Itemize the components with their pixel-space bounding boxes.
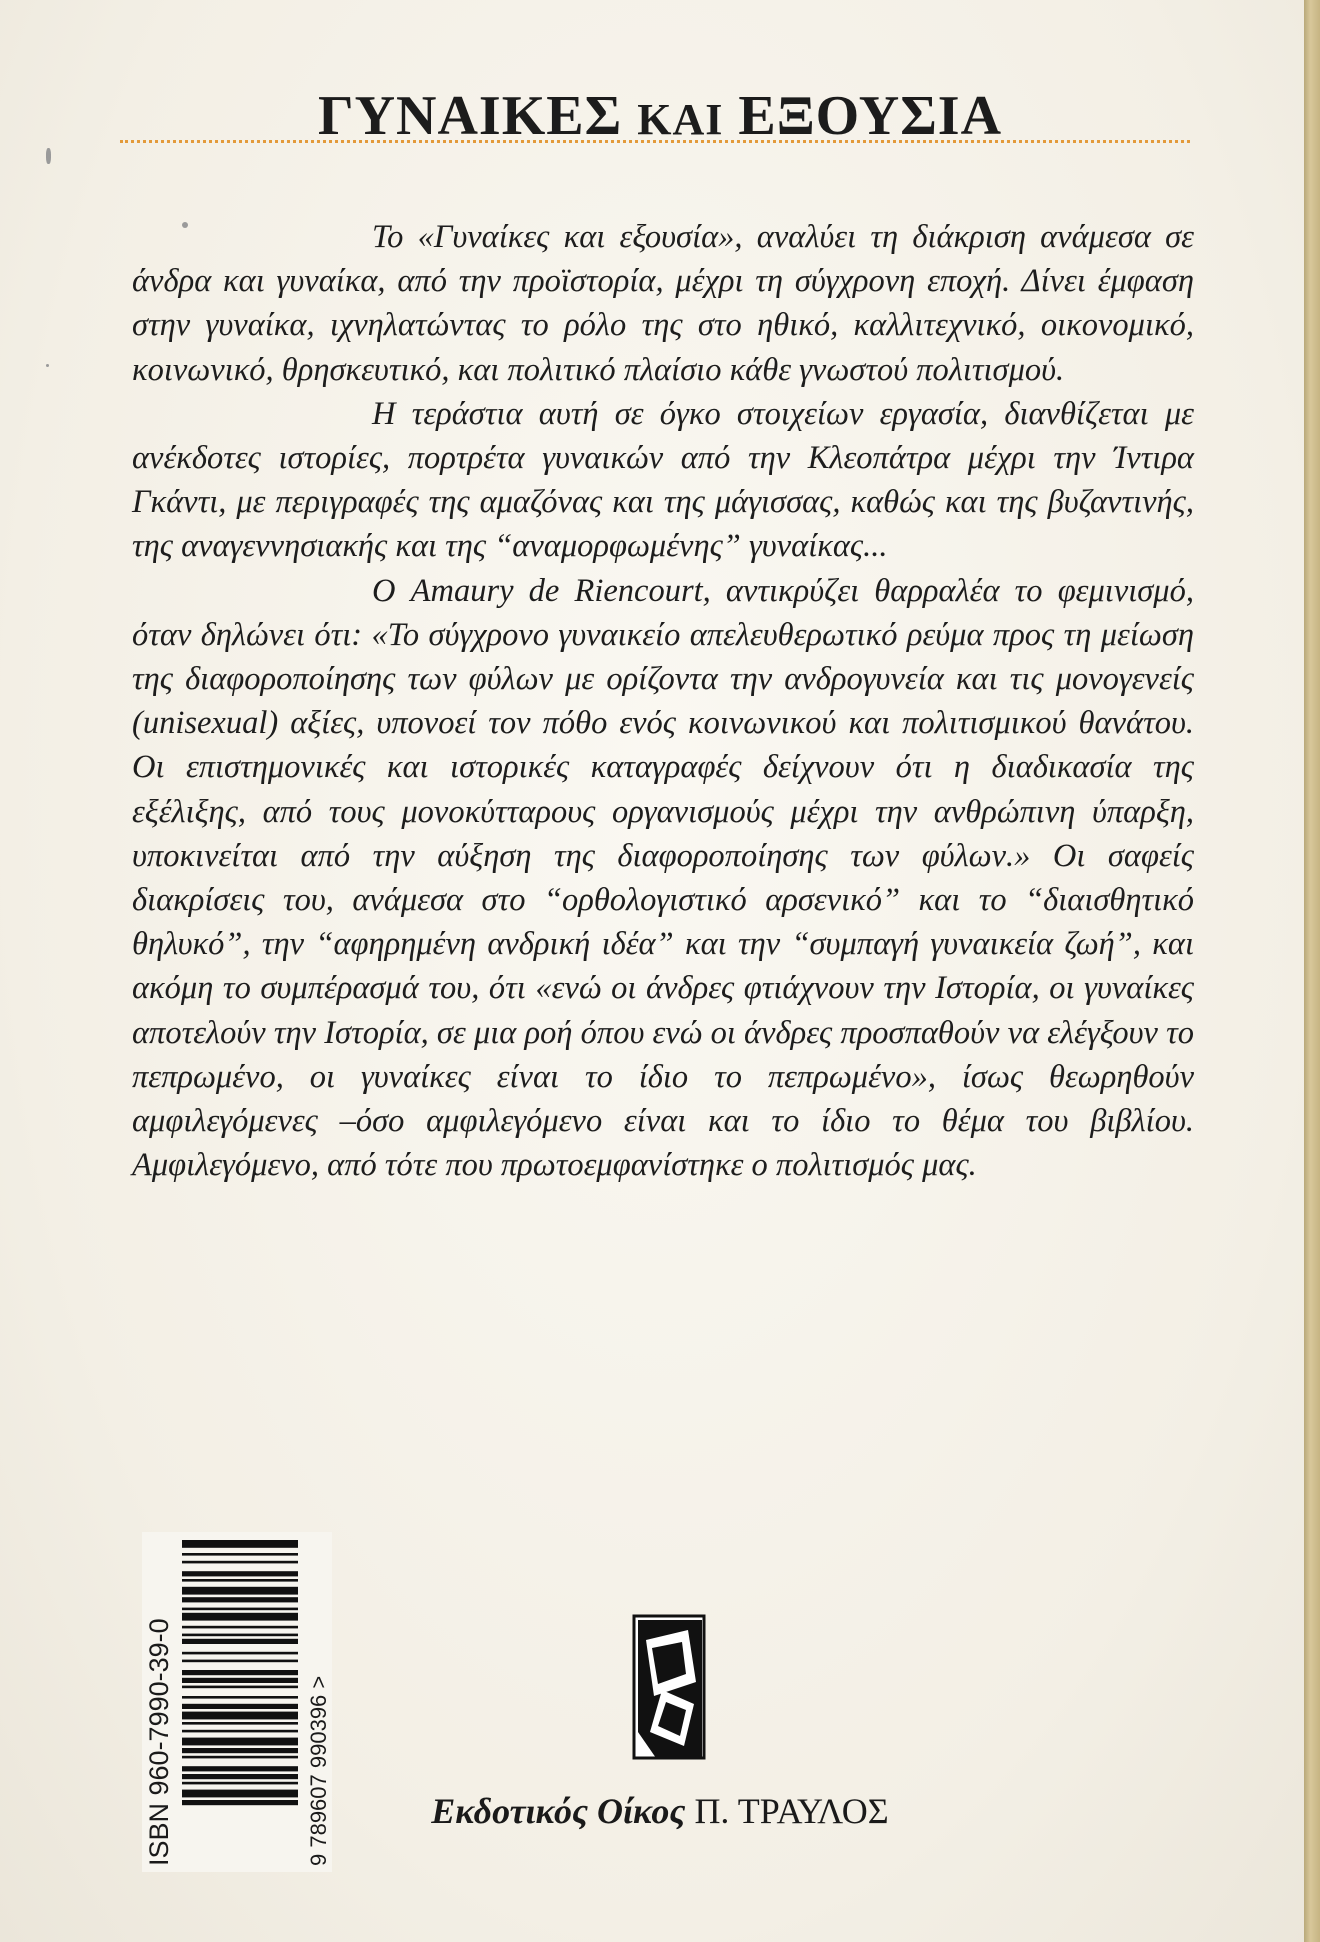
barcode-bar (182, 1670, 298, 1675)
back-cover-blurb (132, 215, 1194, 1187)
barcode-bar (182, 1756, 298, 1759)
cover-spine-edge (1304, 0, 1320, 1942)
barcode-bar (182, 1738, 298, 1746)
barcode-bar (182, 1678, 298, 1683)
barcode-bar (182, 1712, 298, 1720)
title-word-2: ΚΑΙ (637, 94, 724, 144)
barcode-bar (182, 1579, 298, 1582)
publisher-label: Εκδοτικός Οίκος (431, 1791, 686, 1831)
title-word-1: ΓΥΝΑΙΚΕΣ (317, 84, 623, 147)
publisher-logo-icon (632, 1612, 708, 1762)
barcode-bar (182, 1652, 298, 1655)
barcode-bar (182, 1782, 298, 1785)
publisher-imprint (0, 1790, 1320, 1832)
barcode-digits: 9 789607 990396 > (306, 1675, 331, 1866)
barcode-bar (182, 1571, 298, 1576)
barcode-bar (182, 1774, 298, 1779)
barcode-bar (182, 1608, 298, 1611)
barcode-bar (182, 1766, 298, 1771)
dust-speck (46, 364, 49, 367)
dust-speck (46, 148, 51, 164)
barcode-bar (182, 1540, 298, 1548)
barcode-bar (182, 1613, 298, 1621)
blurb-paragraph-3: Ο Amaury de Riencourt, αντικρύζει θαρραλέα το φεμινισμό, όταν δηλώνει ότι: «Το σύγχρονο γυναικείο απελευθερωτικό ρεύμα προς τη μείωση της διαφοροποίησης των φύλων με ορίζοντα την ανδρογυνεία και τις μονογενείς (unisexual) αξίες, υπονοεί τον πόθο ενός κοινωνικού και πολιτισμικού θανάτου. Οι επιστημονικές και ιστορικές καταγραφές δείχνουν ότι η διαδικασία της εξέλιξης, από τους μονοκύτταρους οργανισμούς μέχρι την ανθρώπινη ύπαρξη, υποκινείται από την αύξηση της διαφοροποίησης των φύλων.» Οι σαφείς διακρίσεις του, ανάμεσα στο “ορθολογιστικό αρσενικό” και το “διαισθητικό θηλυκό”, την “αφηρημένη ανδρική ιδέα” και την “συμπαγή γυναικεία ζωή”, και ακόμη το συμπέρασμά του, ότι «ενώ οι άνδρες φτιάχνουν την Ιστορία, οι γυναίκες αποτελούν την Ιστορία, σε μια ροή όπου ενώ οι άνδρες προσπαθούν να ελέγξουν το πεπρωμένο, οι γυναίκες είναι το ίδιο το πεπρωμένο», ίσως θεωρηθούν αμφιλεγόμενες –όσο αμφιλεγόμενο είναι και το ίδιο το θέμα του βιβλίου. Αμφιλεγόμενο, από τότε που πρωτοεμφανίστηκε ο πολιτισμός μας. (132, 572, 1194, 1184)
blurb-paragraph-2: Η τεράστια αυτή σε όγκο στοιχείων εργασία, διανθίζεται με ανέκδοτες ιστορίες, πορτρέτα γυναικών από την Κλεοπάτρα μέχρι την Ίντιρα Γκάντι, με περιγραφές της αμαζόνας και της μάγισσας, καθώς και της βυζαντινής, της αναγεννησιακής και της “αναμορφωμένης” γυναίκας... (132, 395, 1194, 565)
barcode-bar (182, 1553, 298, 1556)
barcode-bar (182, 1626, 298, 1629)
title-word-3: ΕΞΟΥΣΙΑ (738, 84, 1003, 147)
barcode-bar (182, 1704, 298, 1709)
barcode-bar (182, 1639, 298, 1644)
barcode-bar (182, 1587, 298, 1595)
barcode-bar (182, 1722, 298, 1725)
blurb-paragraph-1: Το «Γυναίκες και εξουσία», αναλύει τη διάκριση ανάμεσα σε άνδρα και γυναίκα, από την προϊστορία, μέχρι τη σύγχρονη εποχή. Δίνει έμφαση στην γυναίκα, ιχνηλατώντας το ρόλο της στο ηθικό, καλλιτεχνικό, οικονομικό, κοινωνικό, θρησκευτικό, και πολιτικό πλαίσιο κάθε γνωστού πολιτισμού. (132, 219, 1194, 388)
barcode-bar (182, 1660, 298, 1663)
publisher-logo (632, 1612, 708, 1762)
barcode-bar (182, 1730, 298, 1733)
barcode-bar (182, 1597, 298, 1602)
cover-title (0, 84, 1320, 147)
barcode-bar (182, 1748, 298, 1753)
isbn-text: ISBN 960-7990-39-0 (144, 1618, 174, 1866)
publisher-name: Π. ΤΡΑΥΛΟΣ (694, 1791, 889, 1831)
barcode-bar (182, 1696, 298, 1699)
barcode-bar (182, 1561, 298, 1564)
title-divider (120, 140, 1190, 143)
barcode-bar (182, 1686, 298, 1689)
barcode-bar (182, 1634, 298, 1637)
